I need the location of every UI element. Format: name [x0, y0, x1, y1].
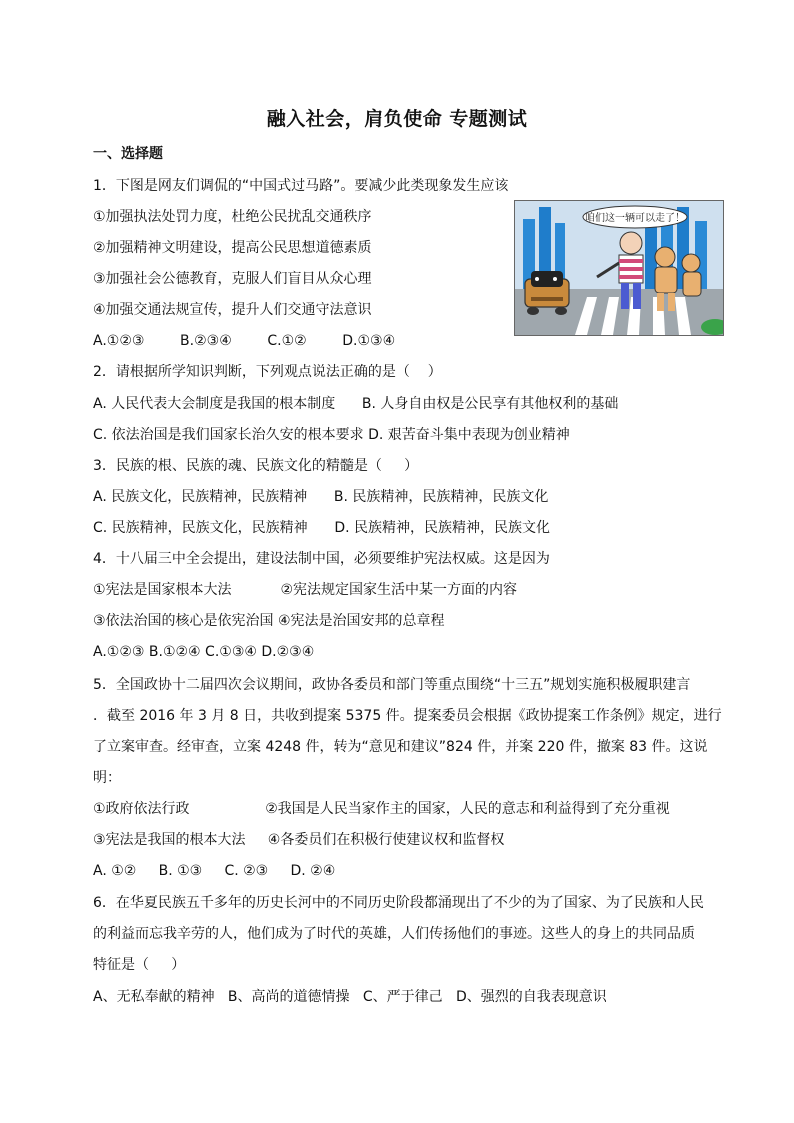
question-1-option-1: ①加强执法处罚力度，杜绝公民扰乱交通秩序	[93, 209, 372, 225]
question-6-answers: A、无私奉献的精神 B、高尚的道德情操 C、严于律己 D、强烈的自我表现意识	[93, 989, 607, 1005]
question-5-stem-3: 了立案审查。经审查，立案 4248 件，转为“意见和建议”824 件，并案 220 件，撤案 83 件。这说	[93, 739, 708, 755]
question-5-options-12: ①政府依法行政 ②我国是人民当家作主的国家，人民的意志和利益得到了充分重视	[93, 801, 670, 817]
question-3-stem: 3．民族的根、民族的魂、民族文化的精髓是（ ）	[93, 458, 419, 474]
question-1-option-3: ③加强社会公德教育，克服人们盲目从众心理	[93, 271, 372, 287]
question-4-stem: 4．十八届三中全会提出，建设法制中国，必须要维护宪法权威。这是因为	[93, 551, 550, 567]
question-6-stem-2: 的利益而忘我辛劳的人，他们成为了时代的英雄，人们传扬他们的事迹。这些人的身上的共同品质	[93, 926, 695, 942]
page-title: 融入社会，肩负使命 专题测试	[266, 108, 528, 130]
question-4-options-34: ③依法治国的核心是依宪治国 ④宪法是治国安邦的总章程	[93, 613, 445, 629]
question-2-answers-ab: A. 人民代表大会制度是我国的根本制度 B. 人身自由权是公民享有其他权利的基础	[93, 396, 619, 412]
question-6-stem-1: 6．在华夏民族五千多年的历史长河中的不同历史阶段都涌现出了不少的为了国家、为了民族和人民	[93, 895, 704, 911]
question-1-option-2: ②加强精神文明建设，提高公民思想道德素质	[93, 240, 372, 256]
question-2-answers-cd: C. 依法治国是我们国家长治久安的根本要求 D. 艰苦奋斗集中表现为创业精神	[93, 427, 570, 443]
question-1-answers: A.①②③ B.②③④ C.①② D.①③④	[93, 333, 396, 349]
question-5-stem-4: 明：	[93, 770, 121, 786]
question-4-answers: A.①②③ B.①②④ C.①③④ D.②③④	[93, 644, 315, 660]
section-heading: 一、选择题	[93, 146, 163, 162]
cartoon-speech: 咱们这一辆可以走了！	[585, 213, 685, 224]
question-5-answers: A. ①② B. ①③ C. ②③ D. ②④	[93, 863, 336, 879]
question-1-stem: 1．下图是网友们调侃的“中国式过马路”。要减少此类现象发生应该	[93, 178, 509, 194]
cartoon-drawing	[515, 201, 723, 335]
question-5-stem-1: 5．全国政协十二届四次会议期间，政协各委员和部门等重点围绕“十三五”规划实施积极履职建言	[93, 677, 691, 693]
question-5-stem-2: ．截至 2016 年 3 月 8 日，共收到提案 5375 件。提案委员会根据《政协提案工作条例》规定，进行	[93, 708, 722, 724]
question-3-answers-ab: A. 民族文化，民族精神，民族精神 B. 民族精神，民族精神，民族文化	[93, 489, 549, 505]
question-3-answers-cd: C. 民族精神，民族文化，民族精神 D. 民族精神，民族精神，民族文化	[93, 520, 551, 536]
question-2-stem: 2．请根据所学知识判断，下列观点说法正确的是（ ）	[93, 364, 442, 380]
question-6-stem-3: 特征是（ ）	[93, 957, 186, 973]
question-4-options-12: ①宪法是国家根本大法 ②宪法规定国家生活中某一方面的内容	[93, 582, 518, 598]
question-5-options-34: ③宪法是我国的根本大法 ④各委员们在积极行使建议权和监督权	[93, 832, 505, 848]
cartoon-image	[514, 200, 724, 336]
question-1-option-4: ④加强交通法规宣传，提升人们交通守法意识	[93, 302, 372, 318]
